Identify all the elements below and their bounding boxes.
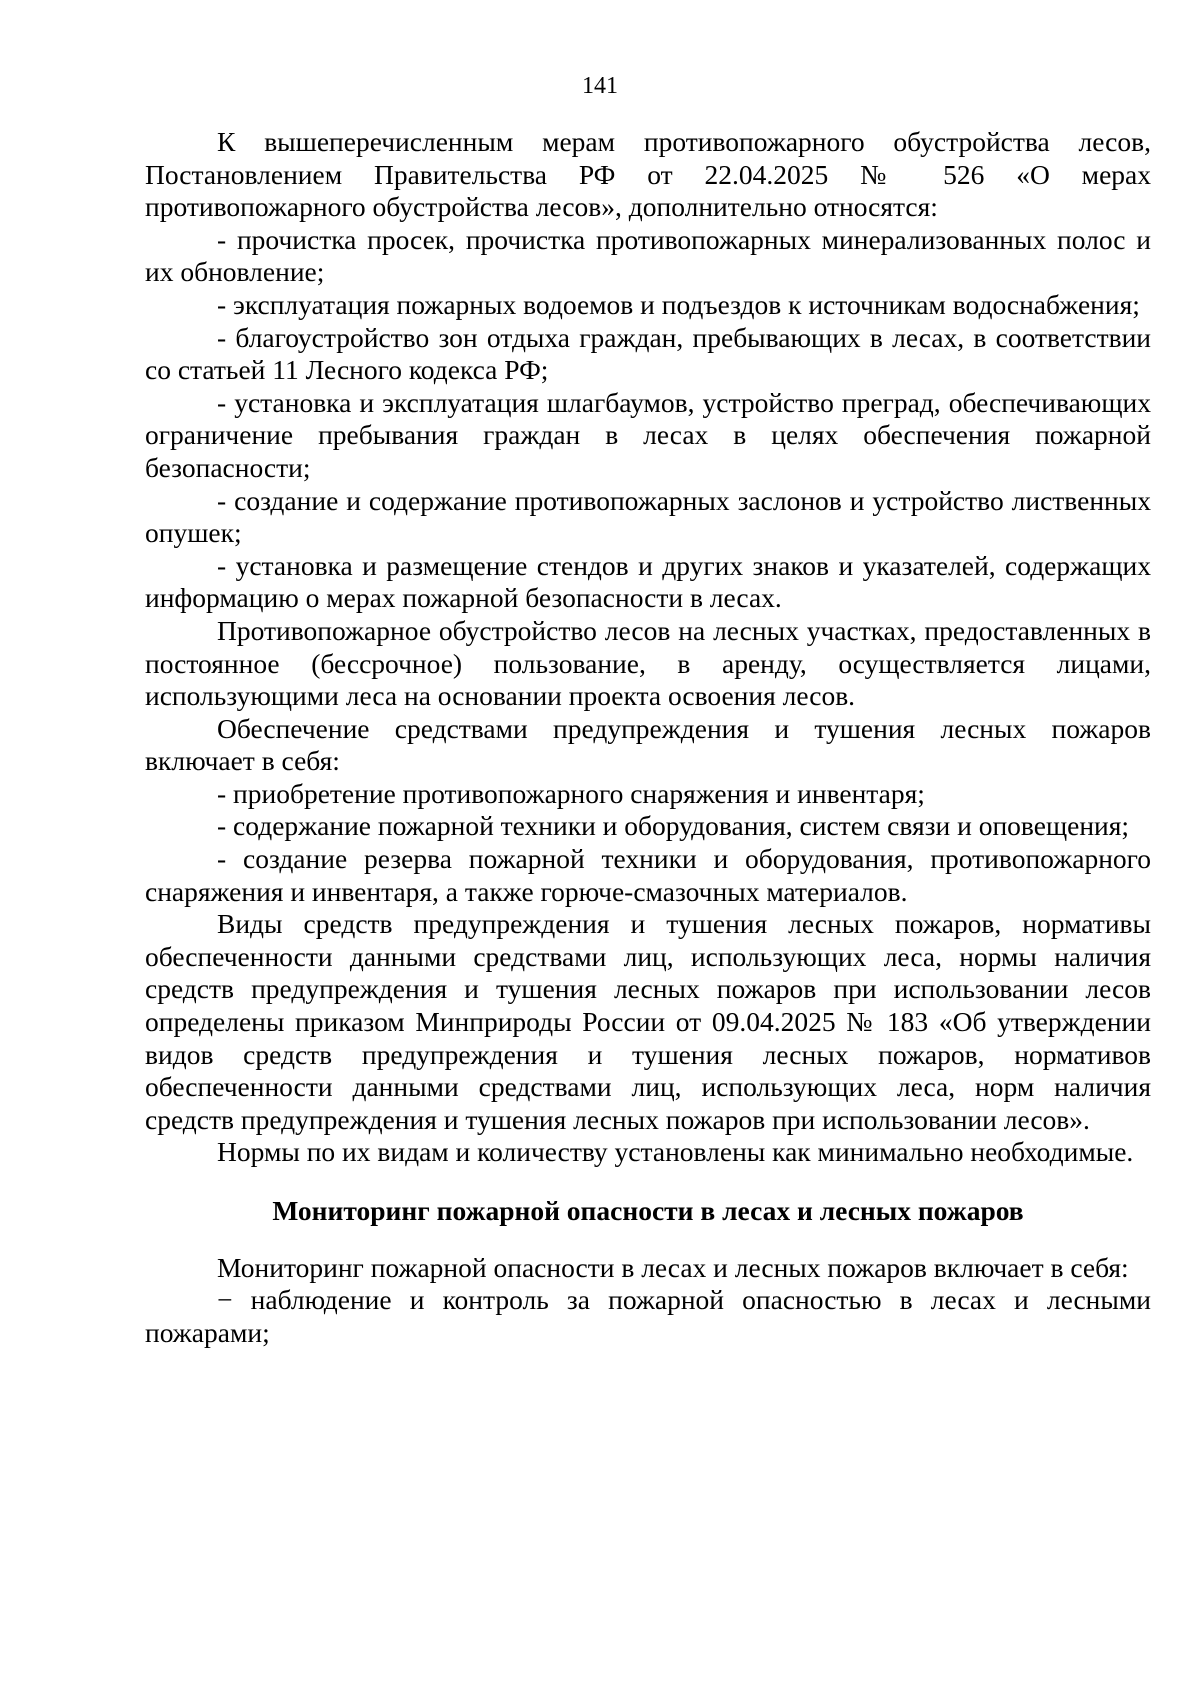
paragraph-monitoring-intro: Мониторинг пожарной опасности в лесах и лесных пожаров включает в себя: (217, 1251, 1129, 1283)
list-item-signs: - установка и размещение стендов и других знаков и указателей, содержащих информацию о мерах пожарной безопасности в лесах. (145, 549, 1151, 614)
list-item-purchase-equipment: - приобретение противопожарного снаряжения и инвентаря; (217, 777, 925, 809)
page-body (145, 126, 1151, 1349)
paragraph-leased-plots: Противопожарное обустройство лесов на лесных участках, предоставленных в постоянное (бессрочное) пользование, в аренду, осуществляется лицами, использующими леса на основании проекта освоения лесов. (145, 614, 1151, 712)
list-item-barriers: - установка и эксплуатация шлагбаумов, устройство преград, обеспечивающих ограничение пребывания граждан в лесах в целях обеспечения пожарной безопасности; (145, 386, 1151, 483)
list-item-clearing: - прочистка просек, прочистка противопожарных минерализованных полос и их обновление; (145, 223, 1151, 288)
page-number: 141 (582, 73, 618, 99)
list-item-maintenance: - содержание пожарной техники и оборудования, систем связи и оповещения; (217, 810, 1130, 842)
list-item-observation: − наблюдение и контроль за пожарной опасностью в лесах и лесными пожарами; (145, 1284, 1151, 1348)
paragraph-equipment-provision: Обеспечение средствами предупреждения и тушения лесных пожаров включает в себя: (145, 712, 1151, 777)
list-item-water-reservoirs: - эксплуатация пожарных водоемов и подъездов к источникам водоснабжения; (217, 288, 1140, 320)
paragraph-norms: Нормы по их видам и количеству установлены как минимально необходимые. (217, 1136, 1134, 1168)
paragraph-order-reference: Виды средств предупреждения и тушения лесных пожаров, нормативы обеспеченности данными средствами лиц, использующих леса, нормы наличия средств предупреждения и тушения лесных пожаров при использовании лесов определены приказом Минприроды России от 09.04.2025 № 183 «Об утверждении видов средств предупреждения и тушения лесных пожаров, нормативов обеспеченности данными средствами лиц, использующих леса, норм наличия средств предупреждения и тушения лесных пожаров при использовании лесов». (145, 908, 1151, 1135)
list-item-reserve: - создание резерва пожарной техники и оборудования, противопожарного снаряжения и инвентаря, а также горюче-смазочных материалов. (145, 843, 1151, 907)
list-item-firebreaks: - создание и содержание противопожарных заслонов и устройство лиственных опушек; (145, 484, 1151, 549)
section-heading: Мониторинг пожарной опасности в лесах и лесных пожаров (272, 1195, 1024, 1226)
paragraph-intro: К вышеперечисленным мерам противопожарного обустройства лесов, Постановлением Правительства РФ от 22.04.2025 № 526 «О мерах противопожарного обустройства лесов», дополнительно относятся: (145, 126, 1151, 223)
list-item-recreation-zones: - благоустройство зон отдыха граждан, пребывающих в лесах, в соответствии со статьей 11 Лесного кодекса РФ; (145, 321, 1151, 386)
